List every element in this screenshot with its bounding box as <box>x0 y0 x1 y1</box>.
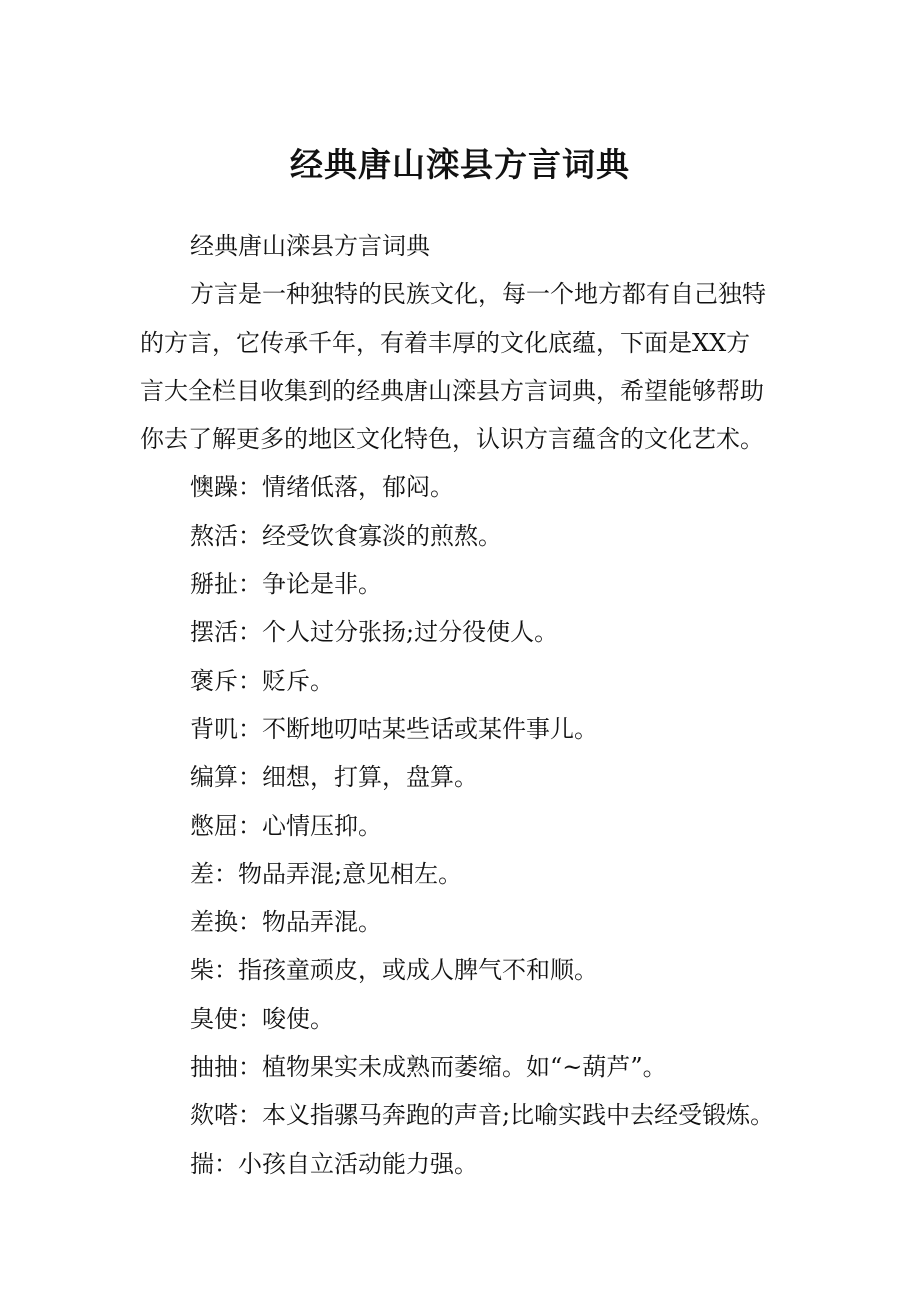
dictionary-entry: 编算：细想，打算，盘算。 <box>190 763 478 792</box>
dictionary-entry: 差：物品弄混;意见相左。 <box>190 859 463 888</box>
dictionary-entry: 差换：物品弄混。 <box>190 908 382 937</box>
dictionary-entry: 憋屈：心情压抑。 <box>190 811 382 840</box>
dictionary-entry: 揣：小孩自立活动能力强。 <box>190 1149 478 1178</box>
intro-line: 的方言，它传承千年，有着丰厚的文化底蕴，下面是XX方 <box>140 328 751 357</box>
intro-line: 方言是一种独特的民族文化，每一个地方都有自己独特 <box>190 280 766 309</box>
dictionary-entry: 欻嗒：本义指骡马奔跑的声音;比喻实践中去经受锻炼。 <box>190 1101 775 1130</box>
intro-line: 你去了解更多的地区文化特色，认识方言蕴含的文化艺术。 <box>140 425 764 454</box>
document-body <box>140 222 800 1188</box>
dictionary-entry: 懊躁：情绪低落，郁闷。 <box>190 473 454 502</box>
dictionary-entry: 抽抽：植物果实未成熟而萎缩。如“~葫芦”。 <box>190 1053 667 1082</box>
dictionary-entry: 臭使：唆使。 <box>190 1004 334 1033</box>
dictionary-entry: 摆活：个人过分张扬;过分役使人。 <box>190 618 559 647</box>
intro-line: 言大全栏目收集到的经典唐山滦县方言词典，希望能够帮助 <box>140 376 764 405</box>
dictionary-entry: 熬活：经受饮食寡淡的煎熬。 <box>190 521 502 550</box>
dictionary-entry: 背叽：不断地叨咕某些话或某件事儿。 <box>190 714 598 743</box>
dictionary-entry: 柴：指孩童顽皮，或成人脾气不和顺。 <box>190 956 598 985</box>
dictionary-entry: 掰扯：争论是非。 <box>190 570 382 599</box>
subtitle: 经典唐山滦县方言词典 <box>190 232 430 260</box>
document-title: 经典唐山滦县方言词典 <box>290 145 630 184</box>
dictionary-entry: 褒斥：贬斥。 <box>190 666 334 695</box>
